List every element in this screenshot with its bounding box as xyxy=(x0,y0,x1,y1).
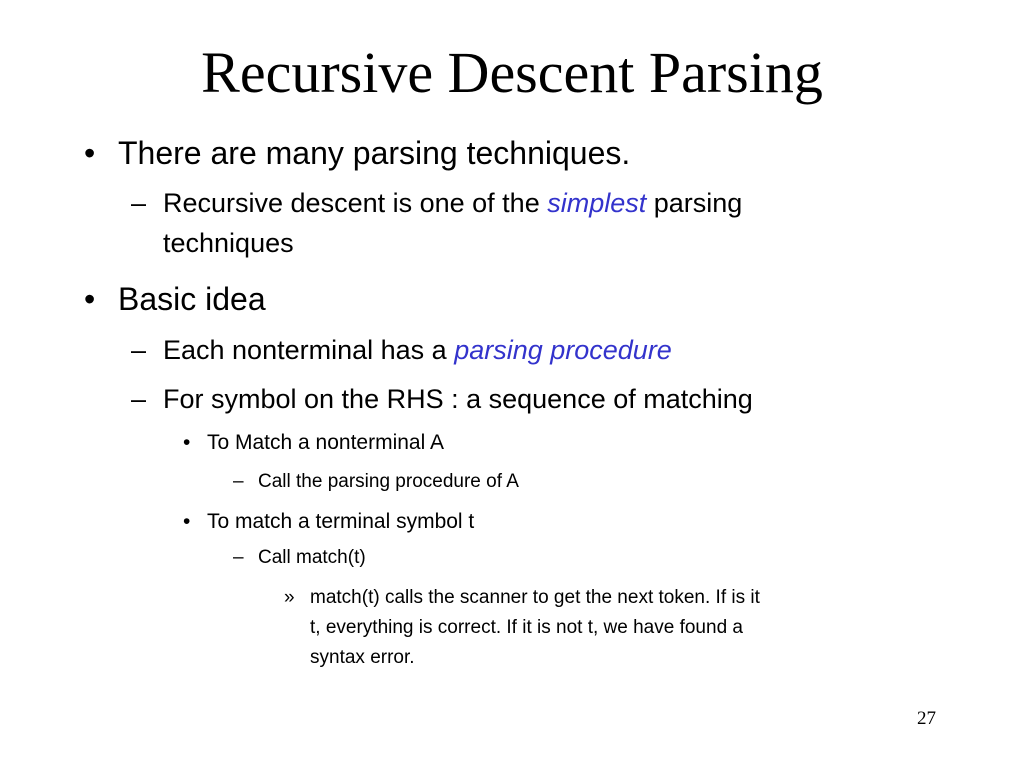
level4-text: Call match(t) xyxy=(258,547,366,568)
sub-bullet-text-part: parsing xyxy=(646,188,743,218)
sub-sub-bullet-text: To match a terminal symbol t xyxy=(207,510,475,533)
slide-title: Recursive Descent Parsing xyxy=(201,40,823,105)
dash-marker: – xyxy=(131,384,147,414)
dash-marker: – xyxy=(233,547,244,568)
level4-text: Call the parsing procedure of A xyxy=(258,471,519,492)
level5-text: match(t) calls the scanner to get the next token. If is it xyxy=(310,587,760,608)
bullet-text: Basic idea xyxy=(118,281,266,317)
bullet-text: There are many parsing techniques. xyxy=(118,135,631,171)
sub-bullet-text: For symbol on the RHS : a sequence of matching xyxy=(163,384,753,414)
sub-bullet-text xyxy=(163,332,672,368)
guillemet-marker: » xyxy=(284,587,295,608)
bullet-marker: • xyxy=(84,135,96,171)
bullet-marker: • xyxy=(183,431,191,454)
sub-bullet-text-part: Recursive descent is one of the xyxy=(163,188,548,218)
dash-marker: – xyxy=(233,471,244,492)
emphasis-simplest: simplest xyxy=(547,188,647,218)
level5-text: syntax error. xyxy=(310,647,415,668)
dash-marker: – xyxy=(131,335,147,365)
sub-bullet-text-part: Each nonterminal has a xyxy=(163,335,455,365)
sub-sub-bullet-text: To Match a nonterminal A xyxy=(207,431,444,454)
dash-marker: – xyxy=(131,188,147,218)
sub-bullet-text xyxy=(163,185,742,221)
level5-text: t, everything is correct. If it is not t, we have found a xyxy=(310,617,743,638)
bullet-marker: • xyxy=(183,510,191,533)
page-number: 27 xyxy=(917,708,936,729)
emphasis-parsing-procedure: parsing procedure xyxy=(454,335,672,365)
sub-bullet-text: techniques xyxy=(163,228,294,258)
bullet-marker: • xyxy=(84,281,96,317)
